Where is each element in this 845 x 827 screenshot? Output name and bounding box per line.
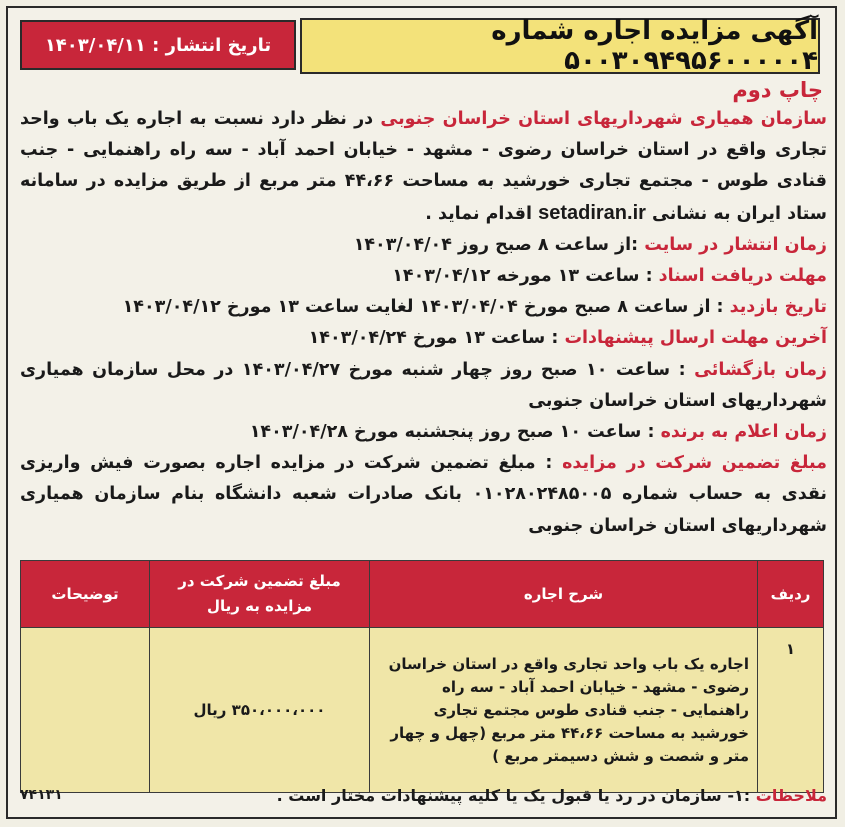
schedule-value: :از ساعت ۸ صبح روز ۱۴۰۳/۰۴/۰۴ [353, 234, 645, 255]
notice-title: آگهی مزایده اجاره شماره ۵۰۰۳۰۹۴۹۵۶۰۰۰۰۰۴ [491, 16, 818, 76]
header-notes: توضیحات [21, 561, 150, 628]
notes-label: ملاحظات [755, 785, 827, 805]
intro-text-2: اقدام نماید . [425, 203, 539, 224]
schedule-label: مهلت دریافت اسناد [658, 266, 827, 287]
schedule-label: آخرین مهلت ارسال پیشنهادات [564, 328, 827, 349]
notes-text: :۱- سازمان در رد یا قبول یک یا کلیه پیشنهادات مختار است . [276, 785, 756, 805]
table-row [21, 628, 824, 793]
cell-notes [21, 628, 150, 793]
schedule-label: مبلغ تضمین شرکت در مزایده [562, 453, 828, 474]
schedule-value: : از ساعت ۸ صبح مورخ ۱۴۰۳/۰۴/۰۴ لغایت ساعت ۱۳ مورخ ۱۴۰۳/۰۴/۱۲ [122, 297, 730, 318]
schedule-deadline [20, 323, 827, 354]
schedule-opening [20, 355, 827, 417]
notice-footer [20, 780, 827, 810]
schedule-value: : ساعت ۱۳ مورخه ۱۴۰۳/۰۴/۱۲ [392, 266, 659, 287]
schedule-label: تاریخ بازدید [729, 297, 827, 318]
cell-description: اجاره یک باب واحد تجاری واقع در استان خراسان رضوی - مشهد - خیابان احمد آباد - سه راه راهنمایی - جنب قنادی طوس مجتمع تجاری خورشید به مساحت ۴۴،۶۶ متر مربع (چهل و چهار متر و شصت و شش دسیمتر مربع ) [370, 628, 758, 793]
publish-date-badge [20, 20, 296, 70]
ad-code: ۷۴۱۳۱ [20, 787, 63, 803]
intro-text-1: در نظر دارد نسبت به اجاره یک باب واحد تجاری واقع در استان خراسان رضوی - مشهد - خیابان احمد آباد - سه راه راهنمایی - جنب قنادی طوس - مجتمع تجاری خورشید به مساحت ۴۴،۶۶ متر مربع از طریق مزایده در سامانه ستاد ایران به نشانی [20, 109, 828, 224]
schedule-label: زمان اعلام به برنده [660, 422, 827, 443]
intro-paragraph [20, 104, 827, 230]
schedule-guarantee [20, 448, 827, 542]
cell-row-number: ۱ [758, 628, 824, 793]
schedule-value: : ساعت ۱۰ صبح روز پنجشنبه مورخ ۱۴۰۳/۰۴/۲۸ [249, 422, 661, 443]
schedule-label: زمان بازگشائی [694, 359, 827, 380]
header-description: شرح اجاره [370, 561, 758, 628]
notice-title-box [300, 18, 820, 74]
auction-table [20, 560, 824, 793]
organization-name: سازمان همیاری شهرداریهای استان خراسان جنوبی [380, 109, 827, 129]
schedule-publish [20, 230, 827, 261]
header-guarantee-amount: مبلغ تضمین شرکت در مزایده به ریال [150, 561, 370, 628]
publish-date: تاریخ انتشار : ۱۴۰۳/۰۴/۱۱ [44, 34, 272, 56]
cell-guarantee-amount: ۳۵۰،۰۰۰،۰۰۰ ریال [150, 628, 370, 793]
schedule-visit [20, 292, 827, 323]
schedule-value: : مبلغ تضمین شرکت در مزایده اجاره بصورت فیش واریزی نقدی به حساب شماره ۰۱۰۲۸۰۲۴۸۵۰۰۵ بانک صادرات شعبه دانشگاه بنام سازمان همیاری شهرداریهای استان خراسان جنوبی [20, 453, 827, 536]
edition-label: چاپ دوم [732, 78, 823, 102]
schedule-announce [20, 417, 827, 448]
header-row-number: ردیف [758, 561, 824, 628]
schedule-value: : ساعت ۱۳ مورخ ۱۴۰۳/۰۴/۲۴ [308, 328, 565, 349]
schedule-label: زمان انتشار در سایت [644, 234, 827, 255]
website-link[interactable]: setadiran.ir [538, 201, 646, 224]
notes-line [277, 786, 827, 805]
schedule-value: : ساعت ۱۰ صبح روز چهار شنبه مورخ ۱۴۰۳/۰۴/۲۷ در محل سازمان همیاری شهرداریهای استان خراسان جنوبی [20, 359, 827, 411]
schedule-documents [20, 261, 827, 292]
notice-body [20, 104, 827, 542]
table-header-row [21, 561, 824, 628]
